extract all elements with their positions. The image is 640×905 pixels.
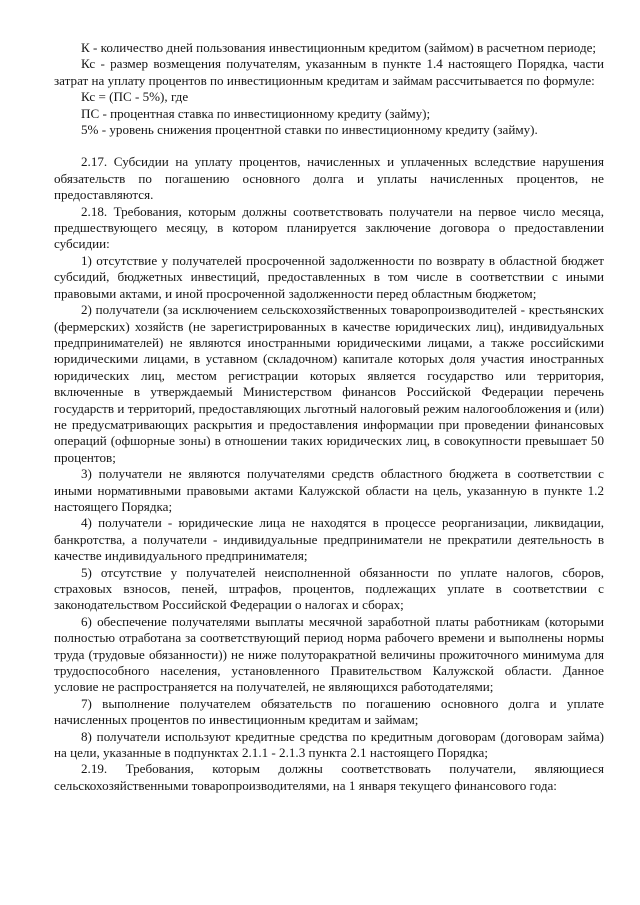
item-3: 3) получатели не являются получателями средств областного бюджета в соответствии с иными нормативными правовыми актами Калужской области на цель, указанную в пункте 1.2 настоящего Порядка; [54, 466, 604, 514]
item-8: 8) получатели используют кредитные средства по кредитным договорам (договорам займа) на цели, указанные в подпунктах 2.1.1 - 2.1.3 пункта 2.1 настоящего Порядка; [54, 728, 604, 761]
formula: Кс = (ПС - 5%), где [81, 89, 189, 105]
definition-ks: Кс - размер возмещения получателям, указанным в пункте 1.4 настоящего Порядка, части затрат на уплату процентов по инвестиционным кредитам и займам рассчитывается по формуле: [54, 56, 604, 88]
spacer [54, 138, 604, 154]
item-5: 5) отсутствие у получателей неисполненной обязанности по уплате налогов, сборов, страховых взносов, пеней, штрафов, процентов, подлежащих уплате в соответствии с законодательством Российской Федерации о налогах и сборах; [54, 564, 604, 613]
clause-2-17: 2.17. Субсидии на уплату процентов, начисленных и уплаченных вследствие нарушения обязательств по погашению основного долга и уплаты начисленных процентов, не предоставляются. [54, 154, 604, 203]
item-6: 6) обеспечение получателями выплаты месячной заработной платы работникам (которыми полностью отработана за соответствующий период норма рабочего времени и выполнены нормы труда (трудовые обязанности)) не ниже полуторакратной величины прожиточного минимума для трудоспособного населения, установленного Правительством Калужской области. Данное условие не распространяется на получателей, не являющихся работодателями; [54, 613, 604, 695]
item-4: 4) получатели - юридические лица не находятся в процессе реорганизации, ликвидации, банкротства, а получатели - индивидуальные предприниматели не прекратили деятельность в качестве индивидуального предпринимателя; [54, 515, 604, 564]
definition-k: К - количество дней пользования инвестиционным кредитом (займом) в расчетном периоде; [81, 40, 597, 55]
clause-2-18: 2.18. Требования, которым должны соответствовать получатели на первое число месяца, предшествующего месяцу, в котором планируется заключение договора о предоставлении субсидии: [54, 203, 604, 252]
item-7: 7) выполнение получателем обязательств по погашению основного долга и уплате начисленных процентов по инвестиционным кредитам и займам; [54, 695, 604, 728]
clause-2-19: 2.19. Требования, которым должны соответствовать получатели, являющиеся сельскохозяйственными товаропроизводителями, на 1 января текущего финансового года: [54, 761, 604, 793]
item-2: 2) получатели (за исключением сельскохозяйственных товаропроизводителей - крестьянских (фермерских) хозяйств (не зарегистрированных в качестве юридических лиц), индивидуальных предпринимателей) не являются иностранными юридическими лицами, а также российскими юридическими лицами, в уставном (складочном) капитале которых доля участия иностранных юридических лиц, местом регистрации которых является государство или территория, включенные в утверждаемый Министерством финансов Российской Федерации перечень государств и территорий, предоставляющих льготный налоговый режим налогообложения и (или) не предусматривающих раскрытия и предоставления информации при проведении финансовых операций (офшорные зоны) в отношении таких юридических лиц, в совокупности превышает 50 процентов; [54, 302, 604, 465]
definition-5pct: 5% - уровень снижения процентной ставки по инвестиционному кредиту (займу). [81, 122, 538, 138]
item-1: 1) отсутствие у получателей просроченной задолженности по возврату в областной бюджет субсидий, бюджетных инвестиций, предоставленных в том числе в соответствии с иными правовыми актами, и иной просроченной задолженности перед областным бюджетом; [54, 252, 604, 301]
definition-ps: ПС - процентная ставка по инвестиционному кредиту (займу); [81, 105, 431, 121]
